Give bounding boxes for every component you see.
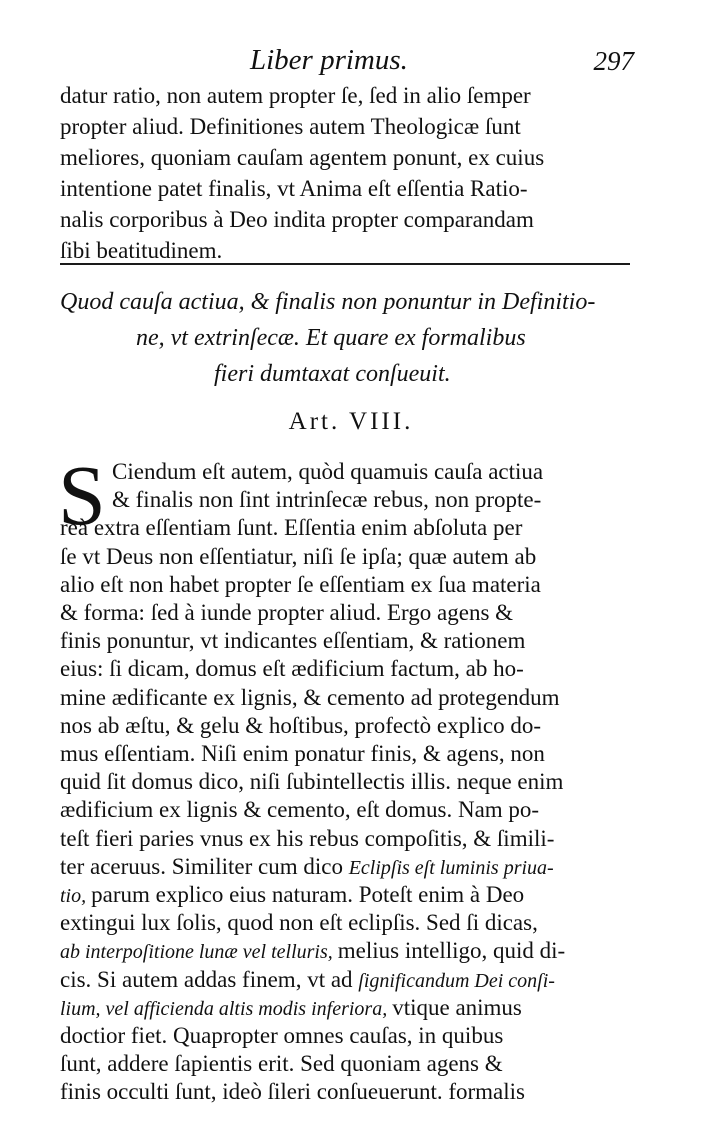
body-line bbox=[60, 599, 513, 627]
text-run: eius: ſi dicam, domus eſt ædificium factum, ab ho- bbox=[60, 656, 524, 682]
italic-phrase: ab interpoſitione lunæ vel telluris, bbox=[60, 941, 338, 964]
text-run: reà extra eſſentiam ſunt. Eſſentia enim abſoluta per bbox=[60, 515, 523, 541]
text-run: mine ædificante ex lignis, & cemento ad protegendum bbox=[60, 684, 560, 710]
drop-capital: S bbox=[58, 447, 106, 543]
body-line bbox=[112, 458, 543, 486]
body-line bbox=[60, 768, 563, 796]
italic-phrase: ſignificandum Dei conſi- bbox=[358, 969, 555, 992]
body-line bbox=[60, 966, 555, 995]
text-run: extingui lux ſolis, quod non eſt eclipſis. Sed ſi dicas, bbox=[60, 910, 538, 936]
body-line bbox=[60, 543, 536, 571]
text-run: melius intelligo, quid di- bbox=[337, 938, 566, 964]
text-run: & finalis non ſint intrinſecæ rebus, non propte- bbox=[112, 487, 542, 513]
text-run: quid ſit domus dico, niſi ſubintellectis illis. neque enim bbox=[60, 769, 564, 795]
text-run: teſt fieri paries vnus ex his rebus compoſitis, & ſimili- bbox=[60, 825, 555, 851]
text-run: ter aceruus. Similiter cum dico bbox=[60, 853, 349, 879]
text-line: ſibi beatitudinem. bbox=[60, 238, 223, 263]
text-run: ædificium ex lignis & cemento, eſt domus. Nam po- bbox=[60, 797, 540, 823]
page-number: 297 bbox=[593, 46, 634, 76]
heading-line: fieri dumtaxat conſueuit. bbox=[214, 361, 451, 387]
article-label: Art. VIII. bbox=[288, 408, 414, 435]
body-line bbox=[60, 684, 559, 712]
text-run: & forma: ſed à iunde propter aliud. Ergo agens & bbox=[60, 600, 514, 625]
text-run: Ciendum eſt autem, quòd quamuis cauſa actiua bbox=[112, 459, 544, 484]
italic-phrase: Eclipſis eſt luminis priua- bbox=[348, 856, 554, 879]
body-line bbox=[60, 514, 522, 542]
text-run: finis ponuntur, vt indicantes eſſentiam, & rationem bbox=[60, 628, 526, 654]
text-run: ſunt, addere ſapientis erit. Sed quoniam agens & bbox=[60, 1051, 503, 1077]
text-line: nalis corporibus à Deo indita propter comparandam bbox=[60, 207, 534, 232]
text-run: cis. Si autem addas finem, vt ad bbox=[60, 966, 359, 992]
text-run: nos ab æſtu, & gelu & hoſtibus, profectò explico do- bbox=[60, 712, 542, 738]
text-run: ſe vt Deus non eſſentiatur, niſi ſe ipſa; quæ autem ab bbox=[60, 543, 537, 569]
italic-phrase: lium, vel afficienda altis modis inferiora, bbox=[60, 997, 393, 1020]
body-line bbox=[60, 712, 541, 740]
body-line bbox=[60, 740, 545, 768]
running-title: Liber primus. bbox=[250, 44, 408, 76]
text-run: doctior fiet. Quapropter omnes cauſas, in quibus bbox=[60, 1023, 504, 1048]
body-line bbox=[60, 655, 524, 683]
body-line bbox=[112, 486, 541, 514]
text-line: meliores, quoniam cauſam agentem ponunt, ex cuius bbox=[60, 145, 545, 170]
body-line bbox=[60, 909, 538, 937]
text-line: intentione patet finalis, vt Anima eſt eſſentia Ratio- bbox=[60, 176, 528, 201]
body-line bbox=[60, 825, 554, 853]
text-run: finis occulti ſunt, ideò ſileri conſueuerunt. formalis bbox=[60, 1079, 525, 1105]
text-run: vtique animus bbox=[392, 994, 522, 1020]
body-line bbox=[60, 1050, 503, 1078]
text-line: propter aliud. Definitiones autem Theologicæ ſunt bbox=[60, 114, 521, 139]
running-head bbox=[60, 44, 640, 84]
body-line bbox=[60, 796, 539, 824]
heading-line: Quod cauſa actiua, & finalis non ponuntur in Definitio- bbox=[60, 289, 596, 315]
text-run: alio eſt non habet propter ſe eſſentiam ex ſua materia bbox=[60, 571, 541, 597]
body-line bbox=[60, 1022, 503, 1050]
body-line bbox=[60, 571, 541, 599]
text-run: mus eſſentiam. Niſi enim ponatur finis, & agens, non bbox=[60, 741, 545, 766]
section-divider bbox=[60, 263, 630, 265]
body-line bbox=[60, 937, 565, 966]
body-line bbox=[60, 853, 554, 882]
body-line bbox=[60, 1078, 525, 1106]
body-line bbox=[60, 627, 525, 655]
text-run: parum explico eius naturam. Poteſt enim à Deo bbox=[91, 882, 525, 907]
body-line bbox=[60, 994, 522, 1023]
text-line: datur ratio, non autem propter ſe, ſed in alio ſemper bbox=[60, 83, 531, 108]
heading-line: ne, vt extrinſecæ. Et quare ex formalibus bbox=[136, 325, 526, 351]
body-line bbox=[60, 881, 524, 910]
italic-phrase: tio, bbox=[60, 885, 92, 907]
